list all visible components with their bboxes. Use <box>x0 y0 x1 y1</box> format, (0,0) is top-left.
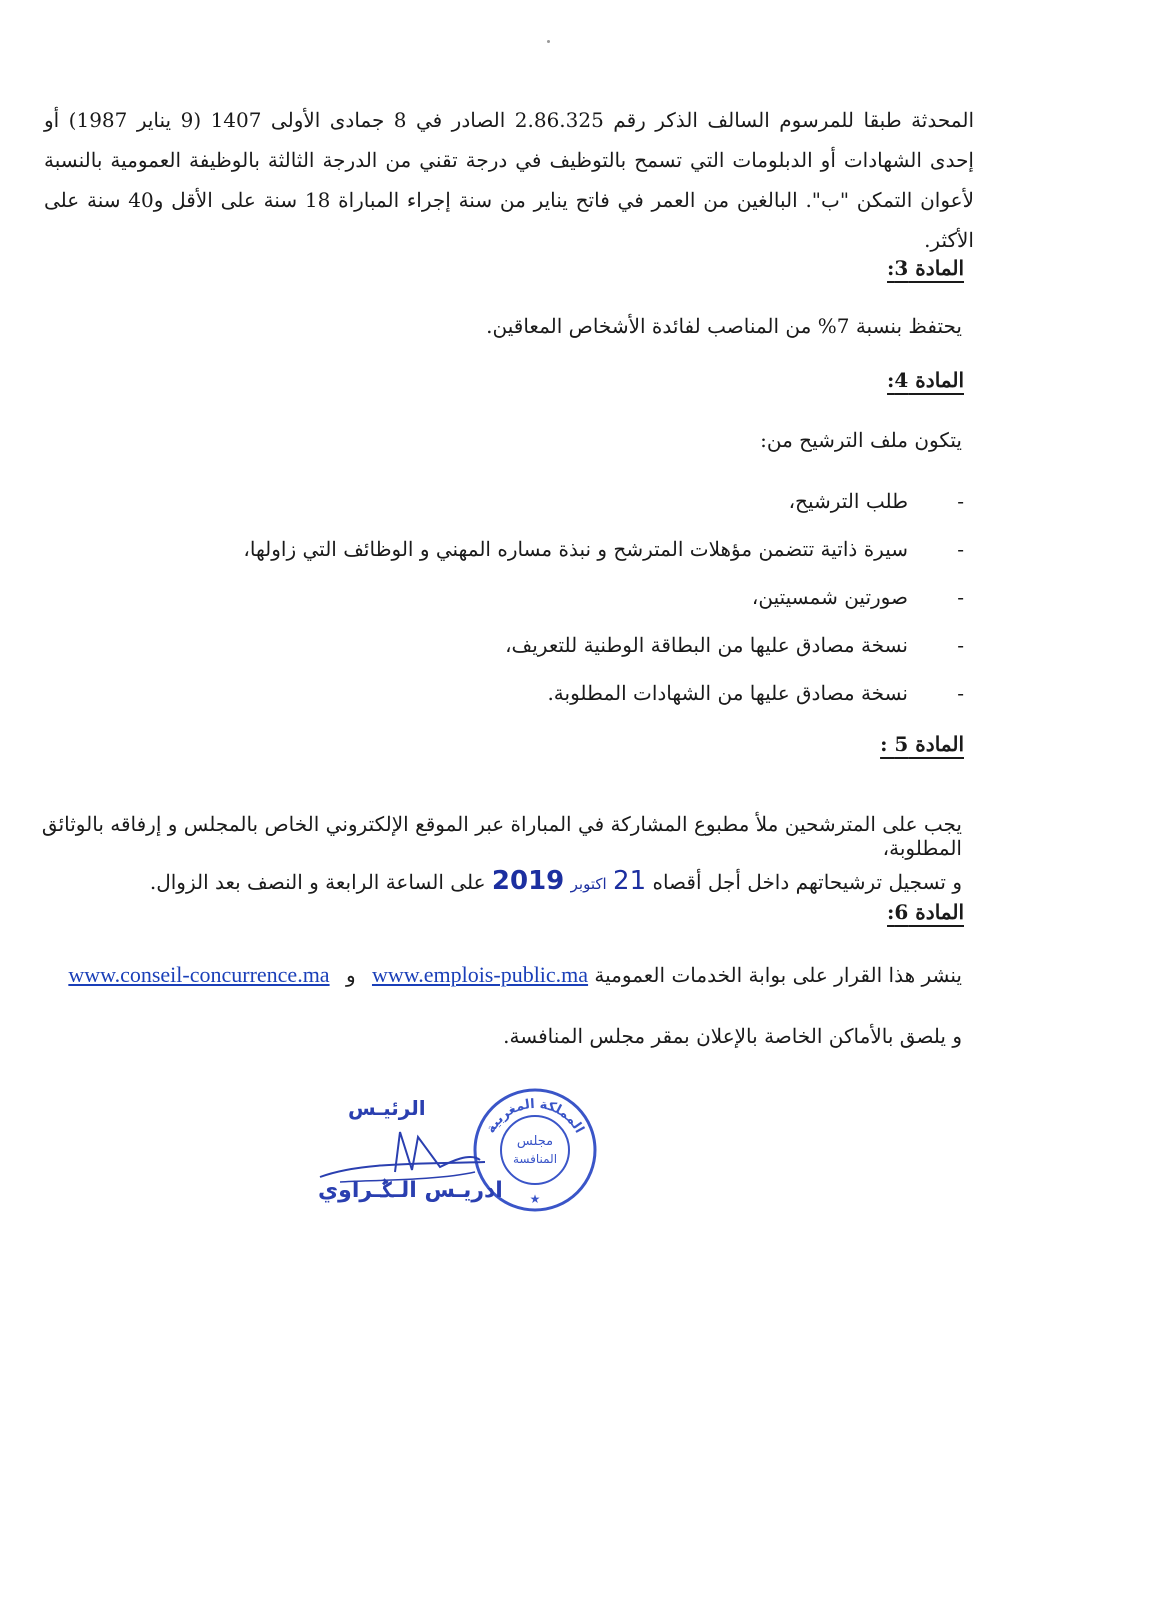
article-6-publication: ينشر هذا القرار على بوابة الخدمات العمومية www.emplois-public.ma و www.conseil-concurrence.ma <box>68 962 962 987</box>
article-5-heading: المادة 5 : <box>880 732 964 756</box>
list-item: - نسخة مصادق عليها من الشهادات المطلوبة. <box>547 681 964 705</box>
documents-list <box>243 485 964 725</box>
deadline-year: 2019 <box>491 866 565 896</box>
article-5-line-2: و تسجيل ترشيحاتهم داخل أجل أقصاه 21 اكتوبر 2019 على الساعة الرابعة و النصف بعد الزوال. <box>149 866 962 896</box>
signatory-title: الرئيـس <box>348 1096 426 1120</box>
list-item: - طلب الترشيح، <box>788 489 964 513</box>
article-4-heading: المادة 4: <box>887 368 964 392</box>
signatory-name: ادريـس الـݣـراوي <box>318 1178 503 1203</box>
deadline-day: 21 <box>613 866 647 896</box>
article-6-final: و يلصق بالأماكن الخاصة بالإعلان بمقر مجلس المنافسة. <box>503 1024 962 1048</box>
seal-outer-text: المملكة المغربية <box>483 1096 587 1136</box>
intro-paragraph: المحدثة طبقا للمرسوم السالف الذكر رقم 2.86.325 الصادر في 8 جمادى الأولى 1407 (9 يناير 1987) أو إحدى الشهادات أو الدبلومات التي تسمح بالتوظيف في درجة تقني من الدرجة الثالثة بالوظيفة العمومية بالنسبة لأعوان التمكن "ب". البالغين من العمر في فاتح يناير من سنة إجراء المباراة 18 سنة على الأقل و40 سنة على الأكثر. <box>44 108 974 252</box>
deadline-month: اكتوبر <box>570 875 607 893</box>
seal-inner-text-1: مجلس <box>516 1134 554 1149</box>
star-icon: ★ <box>529 1192 541 1206</box>
article-4-intro: يتكون ملف الترشيح من: <box>760 428 962 452</box>
list-item: - صورتين شمسيتين، <box>751 585 964 609</box>
article-3-text: يحتفظ بنسبة 7% من المناصب لفائدة الأشخاص المعاقين. <box>486 314 962 338</box>
link-emplois-public[interactable]: www.emplois-public.ma <box>371 962 589 987</box>
link-conseil-concurrence[interactable]: www.conseil-concurrence.ma <box>68 962 330 987</box>
list-item: - نسخة مصادق عليها من البطاقة الوطنية للتعريف، <box>505 633 964 657</box>
article-5-line-1: يجب على المترشحين ملأ مطبوع المشاركة في المباراة عبر الموقع الإلكتروني الخاص بالمجلس و إرفاقه بالوثائق المطلوبة، <box>41 812 962 860</box>
seal-inner-text-2: المنافسة <box>512 1152 558 1166</box>
article-3-heading: المادة 3: <box>887 256 964 280</box>
list-item: - سيرة ذاتية تتضمن مؤهلات المترشح و نبذة مساره المهني و الوظائف التي زاولها، <box>243 537 964 561</box>
scan-speck <box>547 40 550 43</box>
article-6-heading: المادة 6: <box>887 900 964 924</box>
